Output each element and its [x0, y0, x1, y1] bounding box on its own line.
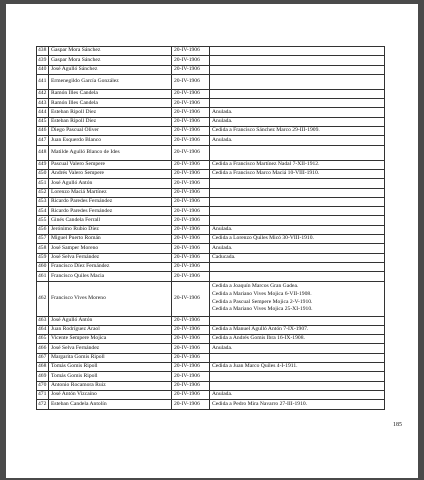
entry-notes	[210, 281, 385, 316]
entry-date: 20-IV-1906	[172, 197, 210, 206]
entry-notes	[210, 89, 385, 98]
table-row	[37, 117, 385, 126]
registry-table	[36, 46, 385, 410]
table-row	[37, 188, 385, 197]
entry-date: 20-IV-1906	[172, 381, 210, 390]
table-row	[37, 74, 385, 89]
table-row	[37, 56, 385, 65]
entry-date: 20-IV-1906	[172, 235, 210, 244]
table-row	[37, 400, 385, 409]
entry-number: 457	[37, 235, 49, 244]
entry-notes	[210, 262, 385, 271]
entry-date: 20-IV-1906	[172, 108, 210, 117]
holder-name: Juan Rodríguez Araol	[49, 325, 172, 334]
entry-number: 463	[37, 316, 49, 325]
entry-date: 20-IV-1906	[172, 136, 210, 145]
entry-number: 458	[37, 244, 49, 253]
entry-date: 20-IV-1906	[172, 281, 210, 316]
note-line: Cedida a Francisco Martínez Nadal 7-XII-1912.	[212, 161, 320, 168]
entry-number: 470	[37, 381, 49, 390]
entry-notes	[210, 272, 385, 281]
note-line: Anulada.	[212, 391, 233, 398]
entry-date: 20-IV-1906	[172, 99, 210, 108]
entry-date: 20-IV-1906	[172, 117, 210, 126]
entry-notes	[210, 335, 385, 344]
note-line: Cedida a Francisco Marco Maciá 10-VIII-1910.	[212, 170, 320, 177]
entry-date: 20-IV-1906	[172, 335, 210, 344]
entry-notes	[210, 117, 385, 126]
holder-name: Juan Esquerdo Blanco	[49, 136, 172, 145]
note-line: Cedida a Joaquín Marcos Gran Gadea.	[212, 283, 299, 290]
entry-number: 444	[37, 108, 49, 117]
holder-name: José Samper Moreno	[49, 244, 172, 253]
holder-name: José Agulló Antón	[49, 179, 172, 188]
entry-number: 438	[37, 47, 49, 56]
table-row	[37, 225, 385, 234]
entry-notes	[210, 216, 385, 225]
entry-notes	[210, 381, 385, 390]
table-row	[37, 47, 385, 56]
holder-name: Matilde Agulló Blanco de Ides	[49, 145, 172, 160]
entry-date: 20-IV-1906	[172, 169, 210, 178]
entry-number: 472	[37, 400, 49, 409]
document-page	[6, 4, 418, 478]
holder-name: Diego Pascual Oliver	[49, 127, 172, 136]
entry-date: 20-IV-1906	[172, 244, 210, 253]
holder-name: Lorenzo Maciá Martínez	[49, 188, 172, 197]
note-line: Cedida a Mariano Vives Mojica 6-VII-1908.	[212, 290, 312, 297]
entry-notes	[210, 179, 385, 188]
table-row	[37, 99, 385, 108]
entry-date: 20-IV-1906	[172, 188, 210, 197]
page-number: 185	[393, 422, 402, 428]
entry-date: 20-IV-1906	[172, 74, 210, 89]
entry-date: 20-IV-1906	[172, 145, 210, 160]
entry-notes	[210, 353, 385, 362]
entry-notes	[210, 160, 385, 169]
holder-name: Tomás Gomis Ripoll	[49, 363, 172, 372]
holder-name: Andrés Valero Sempere	[49, 169, 172, 178]
entry-number: 467	[37, 353, 49, 362]
entry-date: 20-IV-1906	[172, 127, 210, 136]
entry-notes	[210, 253, 385, 262]
table-row	[37, 169, 385, 178]
note-line: Anulada.	[212, 118, 233, 125]
table-row	[37, 216, 385, 225]
holder-name: Antonio Rocamora Ruiz	[49, 381, 172, 390]
note-line: Cedida a Juan Marco Quiles 4-I-1911.	[212, 363, 298, 370]
holder-name: Esteban Ripoll Díez	[49, 108, 172, 117]
table-row	[37, 207, 385, 216]
note-line: Cedida a Andrés Gomis Ibra 16-IX-1908.	[212, 335, 305, 342]
entry-notes	[210, 127, 385, 136]
entry-number: 460	[37, 262, 49, 271]
entry-notes	[210, 316, 385, 325]
note-line: Anulada.	[212, 136, 233, 143]
entry-notes	[210, 235, 385, 244]
note-line: Cedida a Francisco Sánchez Marco 29-III-1909.	[212, 127, 320, 134]
entry-notes	[210, 207, 385, 216]
entry-notes	[210, 325, 385, 334]
holder-name: Gaspar Mora Sánchez	[49, 47, 172, 56]
holder-name: Ricardo Paredes Fernández	[49, 207, 172, 216]
table-row	[37, 160, 385, 169]
entry-date: 20-IV-1906	[172, 272, 210, 281]
table-row	[37, 344, 385, 353]
table-row	[37, 179, 385, 188]
table-row	[37, 353, 385, 362]
holder-name: Pascual Valero Sempere	[49, 160, 172, 169]
holder-name: Francisco Díez Fernández	[49, 262, 172, 271]
note-line: Caducada.	[212, 253, 236, 260]
entry-date: 20-IV-1906	[172, 344, 210, 353]
holder-name: Ermenegildo García González	[49, 74, 172, 89]
holder-name: Gaspar Mora Sánchez	[49, 56, 172, 65]
entry-date: 20-IV-1906	[172, 325, 210, 334]
table-row	[37, 363, 385, 372]
holder-name: José Selva Fernández	[49, 344, 172, 353]
entry-number: 440	[37, 65, 49, 74]
entry-date: 20-IV-1906	[172, 89, 210, 98]
entry-number: 464	[37, 325, 49, 334]
entry-number: 446	[37, 127, 49, 136]
entry-number: 453	[37, 197, 49, 206]
table-row	[37, 235, 385, 244]
entry-notes	[210, 169, 385, 178]
entry-notes	[210, 56, 385, 65]
entry-date: 20-IV-1906	[172, 363, 210, 372]
table-row	[37, 381, 385, 390]
note-line: Cedida a Pascual Sempere Mojica 2-V-1910.	[212, 298, 313, 305]
entry-number: 445	[37, 117, 49, 126]
holder-name: Jerónimo Rubio Díez	[49, 225, 172, 234]
holder-name: José Selva Fernández	[49, 253, 172, 262]
entry-date: 20-IV-1906	[172, 316, 210, 325]
entry-number: 461	[37, 272, 49, 281]
entry-number: 448	[37, 145, 49, 160]
entry-notes	[210, 188, 385, 197]
entry-number: 442	[37, 89, 49, 98]
table-row	[37, 197, 385, 206]
entry-date: 20-IV-1906	[172, 400, 210, 409]
holder-name: Ricardo Paredes Fernández	[49, 197, 172, 206]
note-line: Cedida a Manuel Agulló Antón 7-IX-1907.	[212, 326, 309, 333]
table-row	[37, 145, 385, 160]
note-line: Anulada.	[212, 244, 233, 251]
holder-name: Vicente Sempere Mojica	[49, 335, 172, 344]
entry-number: 462	[37, 281, 49, 316]
entry-notes	[210, 344, 385, 353]
holder-name: Ginés Candela Ferrall	[49, 216, 172, 225]
table-row	[37, 108, 385, 117]
entry-date: 20-IV-1906	[172, 65, 210, 74]
entry-number: 469	[37, 372, 49, 381]
holder-name: José Agulló Antón	[49, 316, 172, 325]
holder-name: Margarita Gomis Ripoll	[49, 353, 172, 362]
entry-notes	[210, 244, 385, 253]
holder-name: Francisco Vives Moreno	[49, 281, 172, 316]
table-row	[37, 253, 385, 262]
entry-notes	[210, 390, 385, 399]
table-row	[37, 372, 385, 381]
entry-date: 20-IV-1906	[172, 47, 210, 56]
entry-number: 454	[37, 207, 49, 216]
entry-notes	[210, 47, 385, 56]
holder-name: Esteban Candela Antolín	[49, 400, 172, 409]
entry-notes	[210, 145, 385, 160]
table-row	[37, 136, 385, 145]
table-row	[37, 244, 385, 253]
entry-date: 20-IV-1906	[172, 390, 210, 399]
note-line: Anulada.	[212, 226, 233, 233]
entry-number: 455	[37, 216, 49, 225]
table-row	[37, 316, 385, 325]
note-line: Anulada.	[212, 108, 233, 115]
entry-notes	[210, 99, 385, 108]
note-line: Cedida a Mariano Vives Mojica 25-XI-1910.	[212, 306, 313, 313]
entry-notes	[210, 197, 385, 206]
entry-date: 20-IV-1906	[172, 262, 210, 271]
entry-date: 20-IV-1906	[172, 216, 210, 225]
entry-number: 441	[37, 74, 49, 89]
holder-name: Tomás Gomis Ripoll	[49, 372, 172, 381]
table-row	[37, 262, 385, 271]
entry-number: 465	[37, 335, 49, 344]
table-row	[37, 272, 385, 281]
entry-date: 20-IV-1906	[172, 353, 210, 362]
entry-notes	[210, 363, 385, 372]
table-row	[37, 325, 385, 334]
entry-date: 20-IV-1906	[172, 225, 210, 234]
entry-notes	[210, 65, 385, 74]
holder-name: José Antón Vizcaíno	[49, 390, 172, 399]
holder-name: Miguel Puerto Román	[49, 235, 172, 244]
holder-name: José Agulló Sánchez	[49, 65, 172, 74]
entry-notes	[210, 372, 385, 381]
entry-notes	[210, 400, 385, 409]
holder-name: Esteban Ripoll Díez	[49, 117, 172, 126]
entry-notes	[210, 108, 385, 117]
table-row	[37, 65, 385, 74]
entry-notes	[210, 74, 385, 89]
note-line: Cedida a Pedro Mira Navarro 27-III-1910.	[212, 400, 308, 407]
entry-number: 468	[37, 363, 49, 372]
entry-number: 449	[37, 160, 49, 169]
note-line: Anulada.	[212, 344, 233, 351]
entry-number: 456	[37, 225, 49, 234]
entry-date: 20-IV-1906	[172, 207, 210, 216]
entry-notes	[210, 136, 385, 145]
entry-number: 459	[37, 253, 49, 262]
entry-number: 450	[37, 169, 49, 178]
table-row	[37, 390, 385, 399]
note-line: Cedida a Lorenzo Quiles Micó 30-VIII-1910.	[212, 235, 314, 242]
table-row	[37, 89, 385, 98]
table-row	[37, 281, 385, 316]
holder-name: Ramón Illes Candela	[49, 89, 172, 98]
holder-name: Ramón Illes Candela	[49, 99, 172, 108]
entry-number: 471	[37, 390, 49, 399]
table-row	[37, 335, 385, 344]
entry-date: 20-IV-1906	[172, 253, 210, 262]
entry-date: 20-IV-1906	[172, 179, 210, 188]
entry-notes	[210, 225, 385, 234]
entry-date: 20-IV-1906	[172, 372, 210, 381]
entry-number: 451	[37, 179, 49, 188]
entry-number: 439	[37, 56, 49, 65]
entry-number: 447	[37, 136, 49, 145]
holder-name: Francisco Quiles Macia	[49, 272, 172, 281]
entry-date: 20-IV-1906	[172, 56, 210, 65]
entry-number: 452	[37, 188, 49, 197]
entry-date: 20-IV-1906	[172, 160, 210, 169]
entry-number: 443	[37, 99, 49, 108]
entry-number: 466	[37, 344, 49, 353]
table-row	[37, 127, 385, 136]
registry-table-body	[37, 47, 385, 410]
